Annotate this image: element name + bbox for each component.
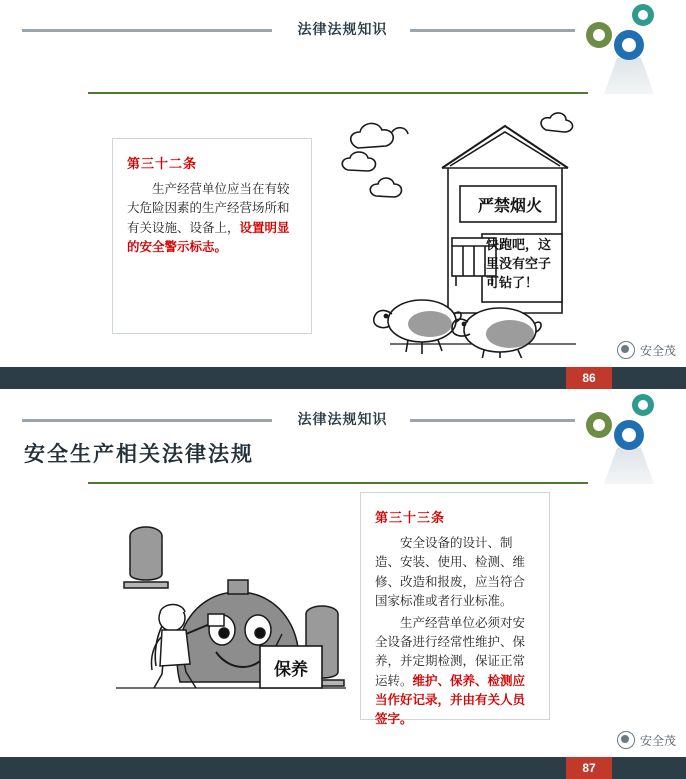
header-rule-right xyxy=(410,419,575,422)
content-divider xyxy=(88,482,588,484)
article-title: 第三十二条 xyxy=(127,156,198,171)
page-number-2: 87 xyxy=(566,757,612,779)
article-paragraph-1 xyxy=(375,534,535,612)
article-paragraph-2 xyxy=(375,614,535,730)
header-rule-left xyxy=(22,29,272,32)
article-title: 第三十三条 xyxy=(375,510,446,525)
watermark-2 xyxy=(617,731,676,749)
watermark-label: 安全茂 xyxy=(639,343,676,358)
page-title: 安全生产相关法律法规 xyxy=(24,443,254,466)
illustration-fire-house xyxy=(330,108,580,358)
watermark-logo-icon xyxy=(617,341,635,359)
gear-icon-green xyxy=(586,22,612,48)
paragraph-run-plain: 生产经营单位应当在有较大危险因素的生产经营场所和有关设施、设备上， xyxy=(127,182,290,235)
gear-icon-green xyxy=(586,412,612,438)
paragraph-run-highlight: 维护、保养、检测应当作好记录，并由有关人员签字。 xyxy=(375,673,526,727)
header-title: 法律法规知识 xyxy=(297,21,388,37)
speech-text: 快跑吧，这里没有空子可钻了！ xyxy=(486,237,552,290)
content-divider xyxy=(88,92,588,94)
article-card xyxy=(360,492,550,727)
gear-icon-blue xyxy=(614,420,644,450)
gear-icon-teal xyxy=(632,4,654,26)
header-rule-left xyxy=(22,419,272,422)
gear-decoration xyxy=(578,0,678,100)
page-number-1: 86 xyxy=(566,367,612,389)
watermark-label: 安全茂 xyxy=(639,733,676,748)
tag-text: 保养 xyxy=(274,659,308,679)
header-rule-right xyxy=(410,29,575,32)
slide-1 xyxy=(0,0,686,389)
gear-decoration xyxy=(578,390,678,490)
watermark-1 xyxy=(617,341,676,359)
header-title: 法律法规知识 xyxy=(297,411,388,427)
article-paragraph xyxy=(127,180,297,258)
paragraph-run-plain: 安全设备的设计、制造、安装、使用、检测、维修、改造和报废，应当符合国家标准或者行业标准。 xyxy=(375,536,526,609)
gear-icon-teal xyxy=(632,394,654,416)
article-card xyxy=(112,138,312,334)
watermark-logo-icon xyxy=(617,731,635,749)
paragraph-run-highlight: 设置明显的安全警示标志。 xyxy=(127,220,290,255)
slide-2 xyxy=(0,389,686,779)
pedestal-shape xyxy=(604,448,654,484)
pedestal-shape xyxy=(604,58,654,94)
illustration-tank-maintenance xyxy=(110,496,350,716)
sign-text: 严禁烟火 xyxy=(477,197,542,215)
paragraph-run-plain: 生产经营单位必须对安全设备进行经常性维护、保养，并定期检测，保证正常运转。 xyxy=(375,615,526,688)
gear-icon-blue xyxy=(614,30,644,60)
